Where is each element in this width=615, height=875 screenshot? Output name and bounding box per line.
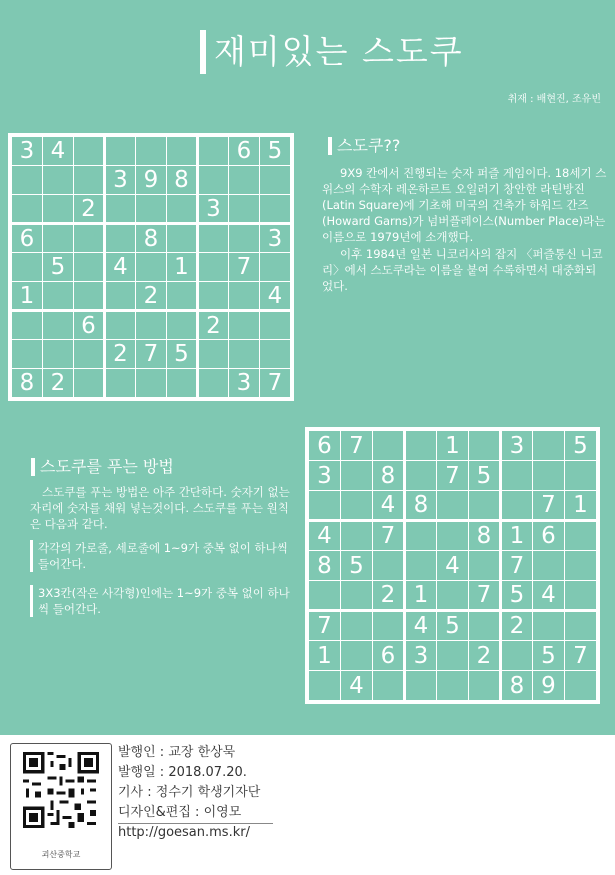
qr-code-icon[interactable]: [23, 752, 99, 828]
sudoku1-cell[interactable]: [198, 137, 229, 166]
sudoku2-cell[interactable]: 4: [405, 611, 437, 641]
sudoku1-row: [12, 282, 291, 311]
sudoku1-cell[interactable]: [12, 166, 43, 195]
sudoku-grid-1[interactable]: [8, 133, 294, 401]
sudoku1-cell[interactable]: 6: [12, 224, 43, 253]
sudoku1-cell[interactable]: [12, 340, 43, 369]
sudoku1-cell[interactable]: 9: [136, 166, 167, 195]
sudoku2-cell[interactable]: 4: [437, 551, 469, 581]
sudoku2-cell[interactable]: [405, 521, 437, 551]
intro-paragraph-1: 9X9 칸에서 진행되는 숫자 퍼즐 게임이다. 18세기 스위스의 수학자 레온하르트 오일러기 창안한 라틴방진(Latin Square)에 기초해 미국의 건축가 하워드 간즈(Howard Garns)가 넘버플레이스(Number Place)라는 이름으로 1979년에 소개했다.: [322, 166, 607, 244]
sudoku1-cell[interactable]: [167, 137, 198, 166]
sudoku1-cell[interactable]: 1: [12, 282, 43, 311]
sudoku1-cell[interactable]: [74, 282, 105, 311]
sudoku2-cell[interactable]: [533, 551, 565, 581]
sudoku1-cell[interactable]: [136, 195, 167, 224]
sudoku1-cell[interactable]: [198, 282, 229, 311]
sudoku2-cell[interactable]: 5: [341, 551, 373, 581]
page-title: 재미있는 스도쿠: [200, 30, 464, 74]
sudoku1-cell[interactable]: [167, 224, 198, 253]
sudoku2-row: [309, 431, 597, 461]
sudoku2-cell[interactable]: 9: [533, 671, 565, 701]
sudoku2-row: [309, 551, 597, 581]
sudoku2-cell[interactable]: [565, 461, 597, 491]
sudoku2-cell[interactable]: [533, 611, 565, 641]
sudoku2-cell[interactable]: 7: [341, 431, 373, 461]
sudoku1-cell[interactable]: 7: [260, 369, 291, 398]
writers-line: 기사 : 정수기 학생기자단: [118, 785, 261, 800]
sudoku2-cell[interactable]: [309, 671, 341, 701]
sudoku2-cell[interactable]: 1: [565, 491, 597, 521]
sudoku2-cell[interactable]: 4: [341, 671, 373, 701]
sudoku1-row: [12, 137, 291, 166]
sudoku2-cell[interactable]: 3: [405, 641, 437, 671]
rule-2: 3X3칸(작은 사각형)인에는 1~9가 중복 없이 하나씩 들어간다.: [30, 585, 300, 617]
sudoku2-row: [309, 581, 597, 611]
sudoku1-cell[interactable]: 3: [12, 137, 43, 166]
sudoku2-cell[interactable]: [405, 671, 437, 701]
sudoku1-cell[interactable]: [198, 340, 229, 369]
sudoku1-cell[interactable]: [229, 166, 260, 195]
sudoku2-cell[interactable]: [565, 551, 597, 581]
sudoku2-cell[interactable]: 8: [405, 491, 437, 521]
sudoku1-cell[interactable]: [260, 253, 291, 282]
sudoku2-cell[interactable]: [501, 491, 533, 521]
reporter-credit: 취재 : 배현진, 조유빈: [507, 94, 601, 105]
sudoku2-cell[interactable]: [469, 551, 501, 581]
sudoku1-cell[interactable]: [74, 137, 105, 166]
sudoku1-cell[interactable]: 4: [260, 282, 291, 311]
sudoku1-cell[interactable]: [229, 224, 260, 253]
sudoku1-cell[interactable]: [43, 282, 74, 311]
sudoku2-cell[interactable]: [437, 641, 469, 671]
sudoku2-cell[interactable]: [565, 581, 597, 611]
sudoku2-cell[interactable]: [437, 581, 469, 611]
sudoku2-cell[interactable]: [469, 611, 501, 641]
sudoku1-cell[interactable]: 8: [136, 224, 167, 253]
sudoku2-cell[interactable]: 5: [501, 581, 533, 611]
sudoku2-cell[interactable]: 7: [533, 491, 565, 521]
sudoku1-cell[interactable]: [229, 311, 260, 340]
sudoku1-cell[interactable]: [229, 340, 260, 369]
sudoku1-cell[interactable]: 4: [105, 253, 136, 282]
sudoku1-cell[interactable]: [198, 369, 229, 398]
school-name: 괴산중학교: [41, 850, 81, 859]
sudoku1-row: [12, 195, 291, 224]
sudoku1-cell[interactable]: 6: [229, 137, 260, 166]
sudoku2-cell[interactable]: 6: [309, 431, 341, 461]
sudoku2-cell[interactable]: 1: [501, 521, 533, 551]
sudoku1-cell[interactable]: 2: [198, 311, 229, 340]
sudoku2-cell[interactable]: 7: [501, 551, 533, 581]
sudoku1-cell[interactable]: [105, 195, 136, 224]
sudoku2-cell[interactable]: [405, 551, 437, 581]
sudoku2-cell[interactable]: [405, 461, 437, 491]
sudoku2-cell[interactable]: [341, 611, 373, 641]
sudoku1-cell[interactable]: 2: [105, 340, 136, 369]
sudoku2-cell[interactable]: [405, 431, 437, 461]
sudoku1-cell[interactable]: [167, 311, 198, 340]
sudoku2-cell[interactable]: [437, 521, 469, 551]
sudoku2-cell[interactable]: 7: [565, 641, 597, 671]
sudoku2-cell[interactable]: 3: [501, 431, 533, 461]
sudoku1-row: [12, 224, 291, 253]
sudoku2-row: [309, 671, 597, 701]
sudoku1-cell[interactable]: 5: [43, 253, 74, 282]
sudoku2-cell[interactable]: [373, 671, 405, 701]
sudoku1-cell[interactable]: [43, 340, 74, 369]
sudoku2-cell[interactable]: [309, 491, 341, 521]
sudoku1-cell[interactable]: 5: [260, 137, 291, 166]
sudoku2-cell[interactable]: [501, 461, 533, 491]
sudoku1-row: [12, 166, 291, 195]
sudoku1-cell[interactable]: 3: [260, 224, 291, 253]
sudoku2-row: [309, 491, 597, 521]
sudoku1-cell[interactable]: [74, 224, 105, 253]
sudoku2-cell[interactable]: 7: [309, 611, 341, 641]
sudoku2-cell[interactable]: 7: [373, 521, 405, 551]
sudoku2-row: [309, 611, 597, 641]
sudoku1-row: [12, 311, 291, 340]
sudoku1-cell[interactable]: [43, 195, 74, 224]
sudoku1-cell[interactable]: [74, 253, 105, 282]
sudoku2-cell[interactable]: 3: [309, 461, 341, 491]
sudoku2-cell[interactable]: [533, 431, 565, 461]
sudoku2-cell[interactable]: 5: [533, 641, 565, 671]
sudoku1-cell[interactable]: [198, 166, 229, 195]
sudoku1-row: [12, 253, 291, 282]
sudoku1-cell[interactable]: [198, 224, 229, 253]
sudoku1-cell[interactable]: 6: [74, 311, 105, 340]
sudoku1-cell[interactable]: [260, 311, 291, 340]
sudoku2-cell[interactable]: [565, 611, 597, 641]
sudoku2-cell[interactable]: [373, 431, 405, 461]
sudoku2-cell[interactable]: [533, 461, 565, 491]
sudoku-grid-2[interactable]: [305, 427, 600, 704]
sudoku1-cell[interactable]: [229, 195, 260, 224]
publish-date-line: 발행일 : 2018.07.20.: [118, 765, 247, 780]
sudoku2-cell[interactable]: 4: [533, 581, 565, 611]
sudoku2-cell[interactable]: [373, 611, 405, 641]
sudoku2-cell[interactable]: [469, 491, 501, 521]
sudoku1-cell[interactable]: [12, 311, 43, 340]
sudoku2-cell[interactable]: 1: [309, 641, 341, 671]
sudoku1-cell[interactable]: [12, 195, 43, 224]
sudoku2-cell[interactable]: [373, 551, 405, 581]
sudoku2-cell[interactable]: [341, 491, 373, 521]
sudoku1-cell[interactable]: [105, 369, 136, 398]
sudoku2-cell[interactable]: 5: [469, 461, 501, 491]
footer: [0, 735, 615, 875]
sudoku1-cell[interactable]: [105, 311, 136, 340]
sudoku1-cell[interactable]: 8: [167, 166, 198, 195]
sudoku2-cell[interactable]: [341, 581, 373, 611]
sudoku2-cell[interactable]: 7: [437, 461, 469, 491]
sudoku1-cell[interactable]: [136, 253, 167, 282]
sudoku2-cell[interactable]: [341, 641, 373, 671]
sudoku2-cell[interactable]: [437, 491, 469, 521]
sudoku1-cell[interactable]: 3: [229, 369, 260, 398]
sudoku2-cell[interactable]: [309, 581, 341, 611]
sudoku2-cell[interactable]: 4: [373, 491, 405, 521]
rule-1: 각각의 가로줄, 세로줄에 1~9가 중복 없이 하나씩 들어간다.: [30, 540, 300, 572]
sudoku1-row: [12, 369, 291, 398]
publisher-line: 발행인 : 교장 한상묵: [118, 745, 236, 760]
sudoku2-cell[interactable]: 5: [437, 611, 469, 641]
sudoku1-cell[interactable]: [105, 137, 136, 166]
sudoku1-cell[interactable]: [167, 195, 198, 224]
sudoku1-cell[interactable]: [12, 253, 43, 282]
sudoku1-cell[interactable]: [105, 282, 136, 311]
sudoku2-cell[interactable]: [341, 521, 373, 551]
sudoku2-row: [309, 461, 597, 491]
sudoku2-cell[interactable]: 7: [469, 581, 501, 611]
sudoku2-cell[interactable]: [341, 461, 373, 491]
sudoku1-cell[interactable]: [43, 166, 74, 195]
sudoku1-cell[interactable]: [74, 340, 105, 369]
sudoku2-cell[interactable]: [565, 521, 597, 551]
sudoku1-cell[interactable]: 7: [136, 340, 167, 369]
section-heading-what-is-sudoku: 스도쿠??: [328, 137, 400, 155]
sudoku1-cell[interactable]: [105, 224, 136, 253]
sudoku2-cell[interactable]: [469, 431, 501, 461]
sudoku1-cell[interactable]: [260, 195, 291, 224]
sudoku1-cell[interactable]: [229, 282, 260, 311]
sudoku2-cell[interactable]: [437, 671, 469, 701]
sudoku1-cell[interactable]: [43, 224, 74, 253]
sudoku1-cell[interactable]: 3: [105, 166, 136, 195]
sudoku2-cell[interactable]: 1: [437, 431, 469, 461]
sudoku2-cell[interactable]: 6: [373, 641, 405, 671]
sudoku2-cell[interactable]: 8: [469, 521, 501, 551]
sudoku2-cell[interactable]: 4: [309, 521, 341, 551]
sudoku2-cell[interactable]: 6: [533, 521, 565, 551]
sudoku2-cell[interactable]: 2: [501, 611, 533, 641]
sudoku1-cell[interactable]: [136, 369, 167, 398]
sudoku2-row: [309, 641, 597, 671]
sudoku2-cell[interactable]: [469, 671, 501, 701]
sudoku2-cell[interactable]: [501, 641, 533, 671]
sudoku1-cell[interactable]: 7: [229, 253, 260, 282]
design-line: 디자인&편집 : 이영모: [118, 803, 273, 824]
sudoku1-cell[interactable]: 2: [74, 195, 105, 224]
website-link[interactable]: http://goesan.ms.kr/: [118, 825, 250, 840]
sudoku2-cell[interactable]: 2: [469, 641, 501, 671]
sudoku1-cell[interactable]: [136, 137, 167, 166]
sudoku1-cell[interactable]: [167, 369, 198, 398]
sudoku2-cell[interactable]: 8: [309, 551, 341, 581]
sudoku1-cell[interactable]: 2: [43, 369, 74, 398]
sudoku1-cell[interactable]: 3: [198, 195, 229, 224]
sudoku1-cell[interactable]: 8: [12, 369, 43, 398]
sudoku2-cell[interactable]: 8: [373, 461, 405, 491]
sudoku1-cell[interactable]: [198, 253, 229, 282]
sudoku1-row: [12, 340, 291, 369]
sudoku2-cell[interactable]: [565, 671, 597, 701]
section-heading-how-to-solve: 스도쿠를 푸는 방법: [31, 458, 174, 476]
sudoku2-cell[interactable]: 2: [373, 581, 405, 611]
sudoku1-cell[interactable]: [43, 311, 74, 340]
sudoku1-cell[interactable]: [74, 166, 105, 195]
how-to-intro: 스도쿠를 푸는 방법은 아주 간단하다. 숫자기 없는 자리에 숫자를 채워 넣는것이다. 스도쿠를 푸는 원칙은 다음과 같다.: [30, 485, 290, 531]
sudoku2-cell[interactable]: 1: [405, 581, 437, 611]
sudoku1-cell[interactable]: [74, 369, 105, 398]
sudoku1-cell[interactable]: [136, 311, 167, 340]
sudoku1-cell[interactable]: 2: [136, 282, 167, 311]
sudoku2-row: [309, 521, 597, 551]
sudoku2-cell[interactable]: 5: [565, 431, 597, 461]
sudoku1-cell[interactable]: [167, 282, 198, 311]
intro-paragraph-2: 이후 1984년 일본 니코리사의 잡지 〈퍼즐통신 니코리〉에서 스도쿠라는 이름을 붙여 수록하면서 대중화되었다.: [322, 247, 603, 293]
sudoku1-cell[interactable]: [260, 166, 291, 195]
sudoku2-cell[interactable]: 8: [501, 671, 533, 701]
qr-code-box: [10, 743, 112, 870]
sudoku1-cell[interactable]: 5: [167, 340, 198, 369]
sudoku1-cell[interactable]: [260, 340, 291, 369]
sudoku1-cell[interactable]: 4: [43, 137, 74, 166]
sudoku1-cell[interactable]: 1: [167, 253, 198, 282]
